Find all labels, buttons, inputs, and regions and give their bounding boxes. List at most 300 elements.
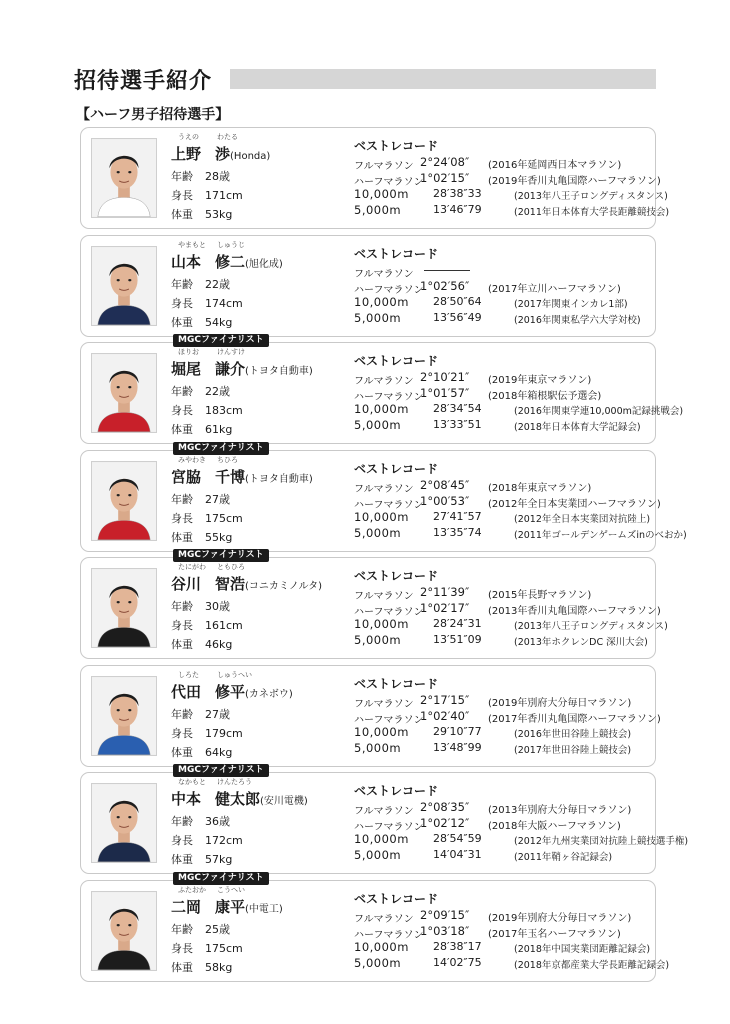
record-row [354, 295, 654, 311]
record-race: (2011年日本体育大学長距離競技会) [514, 207, 670, 218]
record-time: 28′54″59 [433, 832, 482, 845]
given-name: 健太郎 [215, 790, 261, 808]
record-row [354, 908, 654, 924]
mgc-finalist-badge: MGCファイナリスト [173, 334, 269, 347]
record-time: 13′51″09 [433, 633, 482, 646]
athlete-name [171, 573, 322, 594]
athlete-card [80, 235, 656, 337]
best-records [354, 352, 684, 442]
title-bar-decoration [230, 69, 656, 89]
record-row [354, 187, 668, 203]
record-time: 1°02′40″ [420, 708, 470, 723]
record-event: 5,000m [354, 955, 402, 970]
name-ruby-given: けんすけ [217, 348, 245, 356]
given-name: 謙介 [215, 360, 246, 378]
record-event: 5,000m [354, 310, 402, 325]
record-race: (2018年京都産業大学長距離記録会) [514, 959, 670, 971]
record-time: 1°02′56″ [420, 278, 470, 293]
age-value: 36歳 [205, 815, 230, 828]
mgc-finalist-badge: MGCファイナリスト [173, 442, 269, 455]
team-name: (トヨタ自動車) [245, 366, 313, 377]
record-time: 1°00′53″ [420, 493, 470, 508]
record-event: フルマラソン [354, 376, 414, 387]
age-value: 27歳 [205, 492, 230, 506]
record-time: 1°02′15″ [420, 171, 470, 185]
record-event: 10,000m [354, 402, 409, 416]
athlete-name [171, 143, 270, 164]
athlete-card [80, 765, 689, 874]
best-records [354, 782, 689, 872]
record-event: 10,000m [354, 939, 409, 954]
athlete-portrait [92, 892, 156, 970]
stat-label: 体重 [171, 208, 193, 221]
family-name: 堀尾 [171, 360, 202, 378]
stat-label: 年齢 [171, 277, 193, 291]
team-name: (トヨタ自動車) [245, 473, 313, 485]
team-name: (中電工) [245, 903, 283, 915]
record-row [354, 585, 654, 601]
athlete-name [171, 681, 293, 702]
record-race: (2017年玉名ハーフマラソン) [488, 928, 621, 940]
team-name: (旭化成) [245, 258, 283, 270]
record-time: 2°08′45″ [420, 477, 470, 492]
record-race: (2019年別府大分毎日マラソン) [488, 912, 632, 924]
record-row [354, 263, 654, 279]
best-record-heading: ベストレコード [354, 461, 439, 476]
record-event: 5,000m [354, 203, 402, 217]
record-event: 10,000m [354, 294, 409, 309]
record-event: フルマラソン [354, 913, 414, 925]
record-event: 5,000m [354, 848, 402, 862]
name-ruby-family: うえの [178, 133, 199, 141]
stat-label: 体重 [171, 745, 193, 759]
athlete-portrait [92, 354, 156, 432]
name-ruby-given: けんたろう [217, 778, 252, 786]
team-name: (Honda) [230, 151, 271, 162]
record-race: (2013年八王子ロングディスタンス) [514, 621, 668, 632]
best-records [354, 567, 668, 657]
name-ruby-given: こうへい [217, 885, 245, 894]
record-race: (2018年箱根駅伝予選会) [488, 391, 602, 402]
record-event: フルマラソン [354, 268, 414, 280]
best-records [354, 675, 661, 765]
stat-label: 年齢 [171, 922, 193, 936]
athlete-profile [171, 670, 341, 764]
stat-label: 身長 [171, 941, 193, 955]
athlete-name [171, 358, 313, 379]
athlete-profile [171, 132, 341, 226]
athlete-portrait [92, 569, 156, 647]
name-ruby-family: やまもと [178, 240, 206, 249]
record-time: 2°17′15″ [420, 692, 470, 707]
best-record-heading: ベストレコード [354, 676, 439, 691]
mgc-finalist-badge: MGCファイナリスト [173, 872, 269, 885]
record-row [354, 725, 654, 741]
athlete-portrait [92, 139, 156, 217]
stat-label: 体重 [171, 315, 193, 329]
weight-value: 57kg [205, 853, 233, 866]
record-row [354, 171, 661, 188]
athlete-portrait [92, 677, 156, 755]
best-record-heading: ベストレコード [354, 784, 439, 798]
family-name: 宮脇 [171, 467, 202, 486]
weight-value: 61kg [205, 423, 233, 436]
stat-age [171, 383, 230, 399]
record-race: (2012年全日本実業団対抗陸上) [514, 513, 651, 525]
stat-height [171, 940, 243, 956]
stat-age [171, 706, 230, 722]
height-value: 172cm [205, 834, 243, 847]
record-race: (2019年東京マラソン) [488, 375, 592, 386]
record-time: 28′38″17 [433, 939, 482, 953]
record-time: 14′02″75 [433, 955, 482, 969]
record-event: フルマラソン [354, 698, 414, 710]
athlete-photo [91, 461, 157, 541]
page-title: 招待選手紹介 [74, 69, 213, 94]
stat-weight [171, 744, 232, 760]
stat-height [171, 402, 243, 418]
record-time: 13′48″99 [433, 740, 482, 754]
name-ruby-given: しゅうじ [217, 240, 245, 249]
height-value: 171cm [205, 189, 243, 202]
athlete-card [80, 872, 670, 982]
height-value: 179cm [205, 726, 243, 740]
record-event: フルマラソン [354, 161, 414, 172]
record-time: 27′41″57 [433, 509, 482, 523]
athlete-card [80, 665, 661, 767]
record-race: (2013年別府大分毎日マラソン) [488, 805, 632, 816]
record-row [354, 601, 661, 618]
family-name: 二岡 [171, 897, 202, 916]
record-row [354, 279, 654, 295]
given-name: 千博 [215, 467, 246, 486]
age-value: 30歳 [205, 600, 230, 613]
stat-height [171, 295, 243, 311]
stat-weight [171, 636, 232, 652]
record-race: (2018年東京マラソン) [488, 482, 592, 494]
record-row [354, 633, 654, 649]
record-time: 13′56″49 [433, 310, 482, 324]
record-row [354, 693, 654, 709]
stat-label: 年齢 [171, 600, 193, 613]
record-race: (2017年立川ハーフマラソン) [488, 283, 621, 295]
team-name: (安川電機) [260, 796, 308, 807]
best-records [354, 890, 670, 980]
record-row [354, 708, 661, 726]
athlete-photo [91, 783, 157, 863]
stat-label: 身長 [171, 834, 193, 847]
best-record-heading: ベストレコード [354, 891, 439, 906]
record-row [354, 493, 661, 511]
name-ruby-given: ともひろ [217, 563, 245, 571]
name-ruby-family: ほりお [178, 348, 199, 356]
weight-value: 58kg [205, 960, 233, 974]
record-row [354, 311, 654, 327]
record-event: 10,000m [354, 724, 409, 739]
best-records [354, 460, 687, 550]
record-time: 1°03′18″ [420, 923, 470, 938]
record-time: 2°09′15″ [420, 907, 470, 922]
record-race: (2012年全日本実業団ハーフマラソン) [488, 498, 661, 510]
athlete-photo [91, 568, 157, 648]
stat-age [171, 813, 230, 829]
stat-label: 身長 [171, 511, 193, 525]
weight-value: 53kg [205, 208, 233, 221]
height-value: 183cm [205, 404, 243, 417]
record-race: (2019年別府大分毎日マラソン) [488, 697, 632, 709]
record-event: ハーフマラソン [354, 284, 424, 296]
record-row [354, 617, 668, 633]
page-header [74, 64, 656, 94]
stat-height [171, 725, 243, 741]
stat-label: 年齢 [171, 492, 193, 506]
stat-age [171, 276, 230, 292]
record-event: ハーフマラソン [354, 499, 424, 511]
record-event: フルマラソン [354, 483, 414, 495]
record-race: (2018年日本体育大学記録会) [514, 422, 641, 433]
stat-label: 身長 [171, 296, 193, 310]
record-race: (2017年香川丸亀国際ハーフマラソン) [488, 713, 661, 725]
athlete-card [80, 335, 684, 444]
athlete-photo [91, 246, 157, 326]
no-record-dash [424, 270, 470, 271]
stat-weight [171, 851, 232, 867]
record-row [354, 832, 689, 848]
height-value: 175cm [205, 941, 243, 955]
stat-age [171, 168, 230, 184]
record-race: (2017年世田谷陸上競技会) [514, 744, 632, 756]
team-name: (コニカミノルタ) [245, 581, 323, 592]
record-event: ハーフマラソン [354, 607, 424, 618]
record-row [354, 525, 687, 542]
record-row [354, 155, 654, 171]
record-event: 10,000m [354, 509, 409, 524]
record-row [354, 955, 670, 972]
stat-label: 年齢 [171, 170, 193, 183]
height-value: 175cm [205, 511, 243, 525]
athlete-portrait [92, 247, 156, 325]
stat-age [171, 921, 230, 937]
record-row [354, 510, 654, 526]
stat-label: 体重 [171, 853, 193, 866]
record-event: 10,000m [354, 617, 409, 631]
athlete-profile [171, 885, 341, 979]
stat-height [171, 187, 243, 203]
age-value: 25歳 [205, 922, 230, 936]
athlete-photo [91, 891, 157, 971]
best-record-heading: ベストレコード [354, 354, 439, 368]
athlete-list [80, 127, 689, 987]
athlete-photo [91, 138, 157, 218]
record-event: 5,000m [354, 418, 402, 432]
athlete-profile [171, 777, 341, 871]
athlete-name [171, 788, 308, 809]
best-record-heading: ベストレコード [354, 246, 439, 261]
record-event: 10,000m [354, 187, 409, 201]
stat-label: 身長 [171, 726, 193, 740]
stat-label: 身長 [171, 619, 193, 632]
record-event: ハーフマラソン [354, 714, 424, 726]
record-race: (2012年九州実業団対抗陸上競技選手権) [514, 836, 689, 847]
record-row [354, 800, 654, 816]
stat-height [171, 617, 243, 633]
stat-weight [171, 959, 232, 975]
record-event: フルマラソン [354, 591, 414, 602]
record-event: ハーフマラソン [354, 929, 424, 941]
record-race: (2018年大阪ハーフマラソン) [488, 821, 621, 832]
age-value: 27歳 [205, 707, 230, 721]
record-time: 13′35″74 [433, 525, 482, 539]
athlete-card [80, 550, 668, 659]
record-race: (2019年香川丸亀国際ハーフマラソン) [488, 176, 661, 187]
record-event: 10,000m [354, 832, 409, 846]
mgc-finalist-badge: MGCファイナリスト [173, 764, 269, 777]
record-row [354, 848, 654, 864]
record-time: 28′38″33 [433, 187, 482, 200]
stat-weight [171, 529, 232, 545]
weight-value: 46kg [205, 638, 233, 651]
age-value: 22歳 [205, 385, 230, 398]
record-event: ハーフマラソン [354, 822, 424, 833]
record-row [354, 816, 654, 832]
record-race: (2011年ゴールデンゲームズinのべおか) [514, 529, 687, 541]
name-ruby-family: なかもと [178, 778, 206, 786]
record-time: 28′24″31 [433, 617, 482, 630]
record-row [354, 386, 654, 402]
athlete-profile [171, 562, 341, 656]
athlete-name [171, 896, 283, 917]
athlete-name [171, 466, 313, 487]
family-name: 上野 [171, 145, 202, 163]
record-time-none [420, 263, 470, 277]
record-row [354, 940, 654, 956]
record-time: 28′50″64 [433, 294, 482, 308]
record-time: 2°10′21″ [420, 370, 470, 384]
athlete-profile [171, 240, 341, 334]
record-event: 5,000m [354, 633, 402, 647]
record-race: (2018年中国実業団距離記録会) [514, 943, 651, 955]
name-ruby-given: しゅうへい [217, 670, 252, 679]
record-race: (2011年鞘ヶ谷記録会) [514, 852, 613, 863]
record-race: (2013年八王子ロングディスタンス) [514, 191, 668, 202]
stat-label: 身長 [171, 404, 193, 417]
record-event: 5,000m [354, 740, 402, 755]
record-time: 1°02′17″ [420, 601, 470, 615]
athlete-portrait [92, 784, 156, 862]
name-ruby-family: みやわき [178, 455, 206, 464]
best-record-heading: ベストレコード [354, 139, 439, 153]
record-row [354, 924, 654, 940]
record-time: 2°11′39″ [420, 585, 470, 599]
weight-value: 64kg [205, 745, 233, 759]
record-event: ハーフマラソン [354, 177, 424, 188]
record-row [354, 402, 684, 418]
best-records [354, 137, 670, 227]
record-race: (2016年世田谷陸上競技会) [514, 728, 632, 740]
record-race: (2013年ホクレンDC 深川大会) [514, 637, 648, 648]
name-ruby-family: ふたおか [178, 885, 206, 894]
given-name: 智浩 [215, 575, 246, 593]
record-time: 13′46″79 [433, 203, 482, 216]
mgc-finalist-badge: MGCファイナリスト [173, 549, 269, 562]
stat-label: 年齢 [171, 385, 193, 398]
record-time: 13′33″51 [433, 418, 482, 431]
stat-label: 体重 [171, 530, 193, 544]
athlete-portrait [92, 462, 156, 540]
stat-label: 身長 [171, 189, 193, 202]
athlete-photo [91, 676, 157, 756]
stat-weight [171, 314, 232, 330]
record-race: (2017年関東インカレ1部) [514, 298, 628, 310]
family-name: 代田 [171, 682, 202, 701]
stat-age [171, 598, 230, 614]
family-name: 谷川 [171, 575, 202, 593]
family-name: 中本 [171, 790, 202, 808]
team-name: (カネボウ) [245, 688, 293, 700]
given-name: 渉 [215, 145, 231, 163]
record-row [354, 203, 670, 219]
record-row [354, 741, 654, 757]
record-event: ハーフマラソン [354, 392, 424, 403]
best-records [354, 245, 654, 335]
stat-label: 体重 [171, 423, 193, 436]
athlete-photo [91, 353, 157, 433]
record-row [354, 478, 654, 494]
record-time: 2°08′35″ [420, 800, 470, 814]
given-name: 康平 [215, 897, 246, 916]
section-label: 【ハーフ男子招待選手】 [76, 107, 230, 123]
weight-value: 55kg [205, 530, 233, 544]
record-race: (2016年関東学連10,000m記録挑戦会) [514, 406, 684, 417]
name-ruby-given: ちひろ [217, 455, 238, 464]
family-name: 山本 [171, 252, 202, 271]
stat-age [171, 491, 230, 507]
athlete-name [171, 251, 283, 272]
athlete-card [80, 442, 687, 552]
record-time: 2°24′08″ [420, 155, 470, 169]
record-row [354, 370, 654, 386]
stat-label: 体重 [171, 960, 193, 974]
record-time: 28′34″54 [433, 402, 482, 415]
weight-value: 54kg [205, 315, 233, 329]
height-value: 174cm [205, 296, 243, 310]
record-race: (2016年関東私学六大学対校) [514, 314, 641, 326]
stat-label: 年齢 [171, 815, 193, 828]
name-ruby-family: しろた [178, 670, 199, 679]
record-race: (2016年延岡西日本マラソン) [488, 160, 622, 171]
age-value: 22歳 [205, 277, 230, 291]
stat-height [171, 832, 243, 848]
record-race: (2015年長野マラソン) [488, 590, 592, 601]
stat-label: 年齢 [171, 707, 193, 721]
athlete-card [80, 127, 670, 229]
stat-weight [171, 421, 232, 437]
record-time: 1°01′57″ [420, 386, 470, 400]
record-race: (2013年香川丸亀国際ハーフマラソン) [488, 606, 661, 617]
stat-label: 体重 [171, 638, 193, 651]
record-time: 1°02′12″ [420, 816, 470, 830]
athlete-profile [171, 455, 341, 549]
record-event: フルマラソン [354, 806, 414, 817]
best-record-heading: ベストレコード [354, 569, 439, 583]
record-row [354, 418, 654, 434]
height-value: 161cm [205, 619, 243, 632]
record-event: 5,000m [354, 525, 402, 540]
record-time: 29′10″77 [433, 724, 482, 738]
name-ruby-family: たにがわ [178, 563, 206, 571]
stat-weight [171, 206, 232, 222]
athlete-profile [171, 347, 341, 441]
